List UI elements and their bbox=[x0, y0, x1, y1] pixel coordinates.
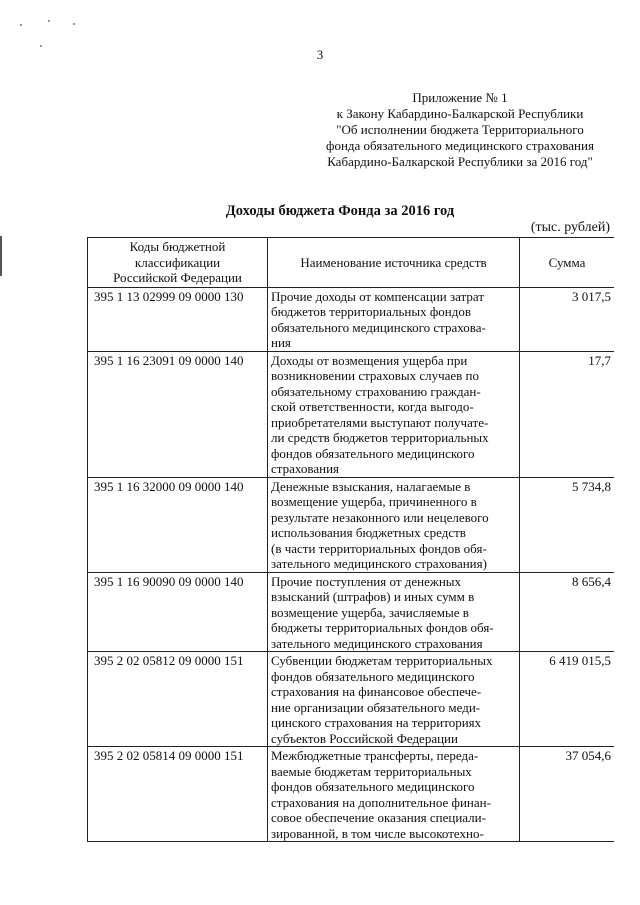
table-body bbox=[88, 287, 615, 842]
row-name-line: страхования bbox=[271, 461, 340, 476]
row-name-line: ской ответственности, когда выгодо- bbox=[271, 399, 474, 414]
row-name-line: возникновении страховых случаев по bbox=[271, 368, 480, 383]
row-name-line: возмещение ущерба, причиненного в bbox=[271, 494, 477, 509]
row-name-line: Прочие поступления от денежных bbox=[271, 573, 462, 589]
table-header-row bbox=[88, 238, 615, 288]
row-code: 395 2 02 05814 09 0000 151 bbox=[88, 747, 268, 842]
revenue-table-container bbox=[87, 237, 614, 905]
row-name-line: Субвенции бюджетам территориальных bbox=[271, 653, 493, 668]
row-name-line: приобретателями выступают получате- bbox=[271, 414, 489, 430]
row-name-line: страхования на дополнительное финан- bbox=[271, 794, 491, 810]
page-number: 3 bbox=[316, 47, 324, 62]
appendix-line: Приложение № 1 bbox=[412, 90, 508, 105]
row-name-line: использования бюджетных средств bbox=[271, 525, 466, 540]
row-name-line: зательного медицинского страхования) bbox=[271, 556, 487, 571]
table-row bbox=[88, 652, 615, 747]
row-name-line: фондов обязательного медицинского bbox=[271, 445, 475, 461]
row-code: 395 1 16 90090 09 0000 140 bbox=[88, 572, 268, 652]
appendix-line: к Закону Кабардино-Балкарской Республики bbox=[336, 106, 584, 121]
header-code-line: Коды бюджетной bbox=[129, 239, 226, 254]
row-sum: 17,7 bbox=[520, 351, 615, 477]
row-name-line: Прочие доходы от компенсации затрат bbox=[271, 288, 485, 304]
row-name-line: ния bbox=[271, 335, 291, 350]
row-name bbox=[268, 572, 520, 652]
unit-label: (тыс. рублей) bbox=[530, 220, 610, 235]
row-code: 395 1 16 23091 09 0000 140 bbox=[88, 351, 268, 477]
scan-margin-mark bbox=[0, 236, 2, 276]
row-name-line: фондов обязательного медицинского bbox=[271, 668, 475, 684]
scan-speck bbox=[48, 20, 50, 22]
row-sum: 8 656,4 bbox=[520, 572, 615, 652]
table-row bbox=[88, 477, 615, 572]
scan-speck bbox=[20, 24, 22, 26]
table-row bbox=[88, 572, 615, 652]
row-name bbox=[268, 351, 520, 477]
row-name-line: ваемые бюджетам территориальных bbox=[271, 763, 472, 779]
table-row bbox=[88, 287, 615, 351]
header-code-line: Российской Федерации bbox=[113, 270, 242, 285]
row-name-line: бюджетов территориальных фондов bbox=[271, 304, 472, 319]
row-name-line: субъектов Российской Федерации bbox=[271, 730, 458, 746]
row-name-line: результате незаконного или нецелевого bbox=[271, 509, 489, 525]
document-title: Доходы бюджета Фонда за 2016 год bbox=[225, 203, 455, 219]
row-sum: 6 419 015,5 bbox=[520, 652, 615, 747]
row-name-line: Денежные взыскания, налагаемые в bbox=[271, 478, 471, 494]
row-name bbox=[268, 477, 520, 572]
row-name-line: фондов обязательного медицинского bbox=[271, 779, 475, 794]
row-sum: 3 017,5 bbox=[520, 287, 615, 351]
table-row bbox=[88, 747, 615, 842]
appendix-line: "Об исполнении бюджета Территориального bbox=[336, 122, 584, 137]
appendix-block bbox=[300, 90, 620, 170]
row-name-line: страхования на финансовое обеспече- bbox=[271, 684, 482, 699]
row-name-line: (в части территориальных фондов обя- bbox=[271, 540, 487, 556]
header-name: Наименование источника средств bbox=[268, 238, 520, 288]
header-sum: Сумма bbox=[520, 238, 615, 288]
row-name bbox=[268, 652, 520, 747]
header-code-line: классификации bbox=[134, 254, 221, 270]
row-name-line: возмещение ущерба, зачисляемые в bbox=[271, 604, 469, 620]
row-name-line: бюджеты территориальных фондов обя- bbox=[271, 620, 494, 635]
row-name-line: зированной, в том числе высокотехно- bbox=[271, 825, 484, 841]
row-sum: 37 054,6 bbox=[520, 747, 615, 842]
row-name-line: ние организации обязательного меди- bbox=[271, 699, 481, 715]
row-sum: 5 734,8 bbox=[520, 477, 615, 572]
revenue-table bbox=[87, 237, 614, 842]
row-name-line: совое обеспечение оказания специали- bbox=[271, 810, 486, 825]
appendix-line: фонда обязательного медицинского страхования bbox=[326, 138, 594, 153]
row-code: 395 1 13 02999 09 0000 130 bbox=[88, 287, 268, 351]
row-name-line: Доходы от возмещения ущерба при bbox=[271, 352, 468, 368]
row-name-line: обязательного медицинского страхова- bbox=[271, 319, 486, 335]
scan-speck bbox=[73, 23, 75, 25]
row-name-line: зательного медицинского страхования bbox=[271, 635, 483, 651]
row-code: 395 1 16 32000 09 0000 140 bbox=[88, 477, 268, 572]
row-name-line: взысканий (штрафов) и иных сумм в bbox=[271, 589, 475, 604]
row-name bbox=[268, 287, 520, 351]
appendix-line: Кабардино-Балкарской Республики за 2016 год" bbox=[327, 154, 593, 169]
table-row bbox=[88, 351, 615, 477]
header-code bbox=[88, 238, 268, 288]
row-name-line: ли средств бюджетов территориальных bbox=[271, 430, 489, 445]
row-code: 395 2 02 05812 09 0000 151 bbox=[88, 652, 268, 747]
row-name-line: обязательному страхованию граждан- bbox=[271, 383, 481, 399]
row-name bbox=[268, 747, 520, 842]
row-name-line: цинского страхования на территориях bbox=[271, 715, 482, 730]
row-name-line: Межбюджетные трансферты, переда- bbox=[271, 748, 479, 763]
